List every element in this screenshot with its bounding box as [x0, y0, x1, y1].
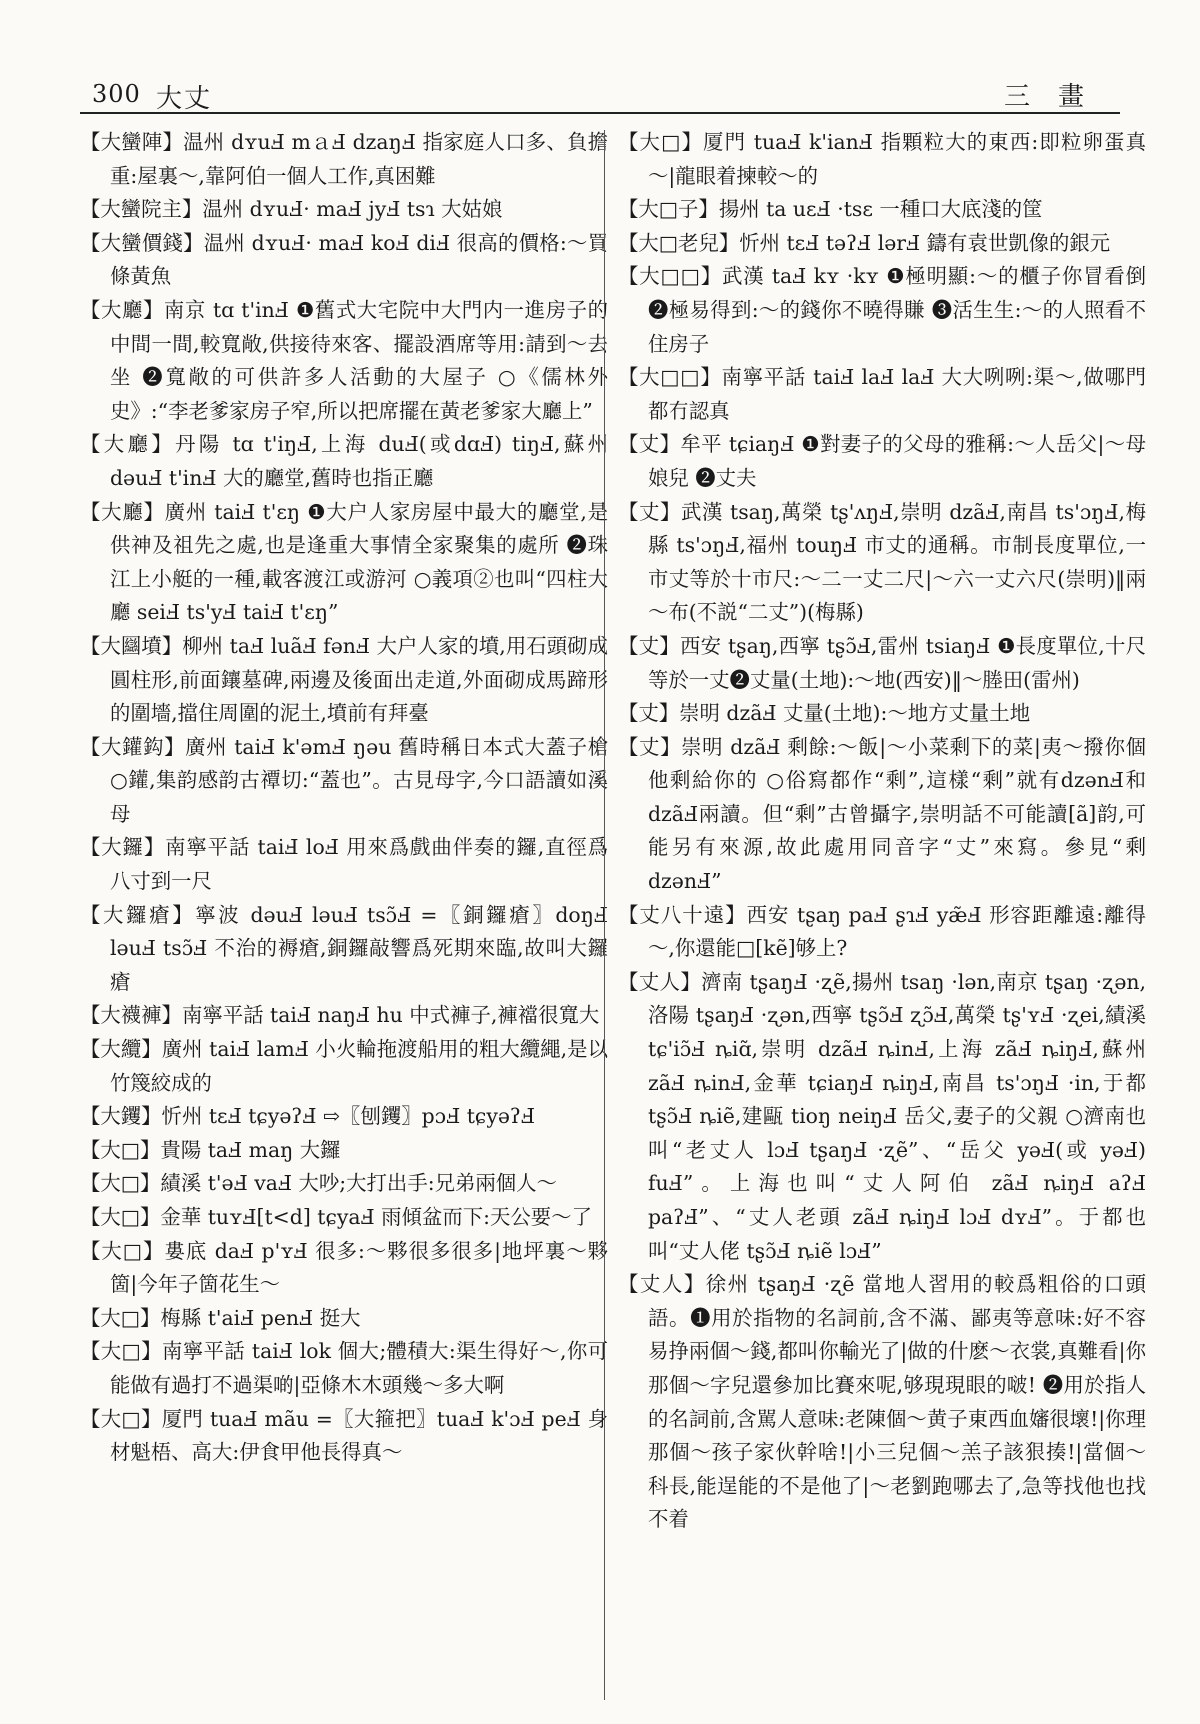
dictionary-entry: 【大□】貴陽 taℲ maŋ 大鑼	[80, 1137, 341, 1162]
dictionary-entry: 【大□□】武漢 taℲ kʏ ·kʏ ❶極明顯:～的櫃子你冒看倒 ❷極易得到:～的錢你不曉得賺 ❸活生生:～的人照看不住房子	[618, 264, 1146, 356]
header-rule	[80, 112, 1120, 114]
dictionary-entry: 【大蠻陣】温州 dʏuℲ mａℲ dzaŋℲ 指家庭人口多、負擔重:屋裏～,靠阿伯一個人工作,真困難	[80, 130, 608, 188]
dictionary-entry: 【丈】武漢 tsaŋ,萬榮 tʂ'ʌŋℲ,崇明 dzãℲ,南昌 ts'ɔŋℲ,梅縣 ts'ɔŋℲ,福州 touŋℲ 市丈的通稱。市制長度單位,一市丈等於十市尺:～二一丈二尺|～六一丈六尺(崇明)‖兩～布(不説“二丈”)(梅縣)	[618, 499, 1146, 625]
dictionary-entry: 【大鑼】南寧平話 taiℲ loℲ 用來爲戲曲伴奏的鑼,直徑爲八寸到一尺	[80, 835, 608, 894]
dictionary-entry: 【大圝墳】柳州 taℲ luãℲ fənℲ 大户人家的墳,用石頭砌成圓柱形,前面鑲墓碑,兩邊及後面出走道,外面砌成馬蹄形的圍墻,擋住周圍的泥土,墳前有拜臺	[80, 633, 608, 726]
dictionary-entry: 【大鑼瘡】寧波 dəuℲ ləuℲ tsɔ̃Ⅎ =〖銅鑼瘡〗doŋℲ ləuℲ tsɔ̃Ⅎ 不治的褥瘡,銅鑼敲響爲死期來臨,故叫大鑼瘡	[80, 902, 608, 994]
dictionary-entry: 【大□□】南寧平話 taiℲ laℲ laℲ 大大咧咧:渠～,做哪門都冇認真	[618, 365, 1146, 423]
dictionary-entry: 【大襪褲】南寧平話 taiℲ naŋℲ hu 中式褲子,褲襠很寬大	[80, 1003, 600, 1028]
dictionary-entry: 【大廳】南京 tɑ t'inℲ ❶舊式大宅院中大門内一進房子的中間一間,較寬敞,供接待來客、擺設酒席等用:請到～去坐 ❷寬敞的可供許多人活動的大屋子 ○《儒林外史》:“李老爹家房子窄,所以把席擺在黃老爹家大廳上”	[80, 297, 608, 423]
dictionary-entry: 【大蠻院主】温州 dʏuℲ· maℲ jyℲ tsɿ 大姑娘	[80, 197, 503, 222]
dictionary-entry: 【丈人】徐州 tʂaŋℲ ·ʐẽ 當地人習用的較爲粗俗的口頭語。❶用於指物的名詞前,含不滿、鄙夷等意味:好不容易挣兩個～錢,都叫你輸光了|做的什麽～衣裳,真難看|你那個～字兒還參加比賽來呢,够現現眼的啵! ❷用於指人的名詞前,含駡人意味:老陳個～黄子東西血嬸很壞!|你理那個～孩子家伙幹啥!|小三兒個～羔子該狠揍!|當個～科長,能逞能的不是他了|～老劉跑哪去了,急等找他也找不着	[618, 1272, 1146, 1532]
dictionary-entry: 【大鑵鈎】廣州 taiℲ k'əmℲ ŋəu 舊時稱日本式大蓋子槍 ○鑵,集韵感韵古禫切:“蓋也”。古見母字,今口語讀如溪母	[80, 734, 608, 826]
left-column	[80, 126, 608, 1706]
dictionary-entry: 【大□】南寧平話 taiℲ lok 個大;體積大:渠生得好～,你可能做有過打不過渠啲|亞條木木頭幾～多大啊	[80, 1339, 608, 1397]
dictionary-entry: 【大廳】廣州 taiℲ t'ɛŋ ❶大户人家房屋中最大的廳堂,是供神及祖先之處,也是逢重大事情全家聚集的處所 ❷珠江上小艇的一種,載客渡江或游河 ○義項②也叫“四柱大廳 seiℲ ts'yℲ taiℲ t'ɛŋ”	[80, 499, 608, 625]
dictionary-entry: 【大□】婁底 daℲ p'ʏℲ 很多:～夥很多很多|地坪裏～夥箇|今年子箇花生～	[80, 1238, 608, 1297]
dictionary-entry: 【大钁】忻州 tɛℲ tɕyəʔℲ ⇨〖刨钁〗pɔℲ tɕyəʔℲ	[80, 1104, 536, 1129]
running-head: 大丈	[156, 84, 213, 114]
dictionary-entry: 【大□老兒】忻州 tɛℲ təʔℲ lərℲ 鑄有袁世凱像的銀元	[618, 230, 1111, 255]
dictionary-entry: 【大□】績溪 t'əℲ vaℲ 大吵;大打出手:兄弟兩個人～	[80, 1171, 557, 1196]
dictionary-entry: 【大□】厦門 tuaℲ mãu =〖大箍把〗tuaℲ k'ɔℲ peℲ 身材魁梧、高大:伊食甲他長得真～	[80, 1406, 608, 1465]
dictionary-entry: 【丈】西安 tʂaŋ,西寧 tʂɔ̃Ⅎ,雷州 tsiaŋℲ ❶長度單位,十尺等於一丈❷丈量(土地):～地(西安)‖～塍田(雷州)	[618, 633, 1146, 692]
right-column	[618, 126, 1146, 1706]
dictionary-entry: 【大廳】丹陽 tɑ t'iŋℲ,上海 duℲ(或dɑℲ) tiŋℲ,蘇州 dəuℲ t'inℲ 大的廳堂,舊時也指正廳	[80, 432, 608, 490]
dictionary-entry: 【大蠻價錢】温州 dʏuℲ· maℲ koℲ diℲ 很高的價格:～買條黃魚	[80, 230, 608, 289]
page-number: 300	[92, 80, 141, 108]
column-divider	[604, 130, 605, 1700]
page-header	[80, 70, 1120, 114]
dictionary-entry: 【丈】崇明 dzãℲ 剩餘:～飯|～小菜剩下的菜|夷～撥你個他剩給你的 ○俗寫都作“剩”,這樣“剩”就有dzənℲ和 dzãℲ兩讀。但“剩”古曾攝字,崇明話不可能讀[ã]韵,可能另有來源,故此處用同音字“丈”來寫。參見“剩 dzənℲ”	[618, 734, 1146, 894]
dictionary-entry: 【丈】崇明 dzãℲ 丈量(土地):～地方丈量土地	[618, 701, 1031, 726]
dictionary-entry: 【大纜】廣州 taiℲ lamℲ 小火輪拖渡船用的粗大纜繩,是以竹篾絞成的	[80, 1037, 608, 1095]
dictionary-entry: 【丈人】濟南 tʂaŋℲ ·ʐẽ,揚州 tsaŋ ·lən,南京 tʂaŋ ·ʐən,洛陽 tʂaŋℲ ·ʐən,西寧 tʂɔ̃Ⅎ ʐɔ̃Ⅎ,萬榮 tʂ'ʏℲ ·ʐei,績溪 tɕ'iɔ̃Ⅎ ȵiɑ̃,崇明 dzãℲ ȵinℲ,上海 zãℲ ȵiŋℲ,蘇州 zãℲ ȵinℲ,金華 tɕiaŋℲ ȵiŋℲ,南昌 ts'ɔŋℲ ·in,于都 tʂɔ̃Ⅎ ȵiẽ,建甌 tioŋ neiŋℲ 岳父,妻子的父親 ○濟南也叫“老丈人 lɔℲ tʂaŋℲ ·ʐẽ”、“岳父 yəℲ(或 yəℲ) fuℲ”。上海也叫“丈人阿伯 zãℲ ȵiŋℲ aʔℲ paʔℲ”、“丈人老頭 zãℲ ȵiŋℲ lɔℲ dʏℲ”。于都也叫“丈人佬 tʂɔ̃Ⅎ ȵiẽ lɔℲ”	[618, 969, 1146, 1263]
dictionary-entry: 【丈】牟平 tɕiaŋℲ ❶對妻子的父母的雅稱:～人岳父|～母娘兒 ❷丈夫	[618, 432, 1146, 490]
dictionary-entry: 【大□】梅縣 t'aiℲ penℲ 挺大	[80, 1305, 361, 1330]
section-title: 三畫	[1003, 82, 1112, 112]
dictionary-entry: 【大□】厦門 tuaℲ k'ianℲ 指顆粒大的東西:即粒卵蛋真～|龍眼着揀較～的	[618, 130, 1146, 188]
dictionary-entry: 【丈八十遠】西安 tʂaŋ paℲ ʂɿℲ yæ̃Ⅎ 形容距離遠:離得～,你還能□[kẽ]够上?	[618, 902, 1146, 961]
dictionary-entry: 【大□】金華 tuʏℲ[t<d] tɕyaℲ 雨傾盆而下:天公要～了	[80, 1205, 592, 1229]
dictionary-entry: 【大□子】揚州 ta uɛℲ ·tsɛ 一種口大底淺的筐	[618, 197, 1043, 222]
